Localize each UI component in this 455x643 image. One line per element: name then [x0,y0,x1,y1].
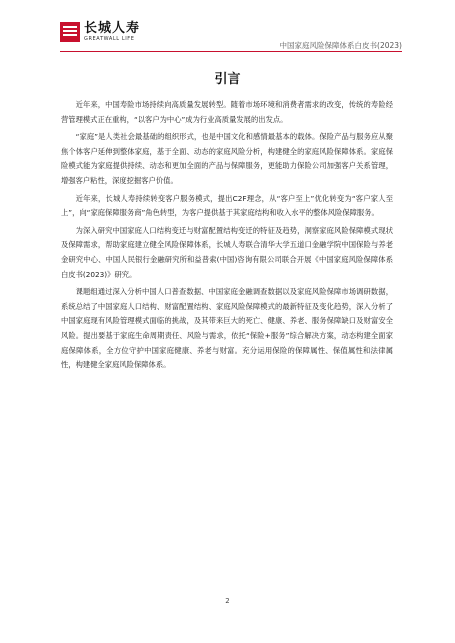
document-title: 中国家庭风险保障体系白皮书(2023) [279,41,402,50]
logo-english-name: GREATWALL LIFE [84,36,135,42]
logo-chinese-name: 长城人寿 [84,21,141,36]
paragraph-3: 近年来，长城人寿持续转变客户服务模式，提出C2F理念，从“客户至上”优化转变为“客户家人至上”，向“家庭保障服务商”角色转型，为客户提供基于其家庭结构和收入水平的整体风险保障服务。 [61,193,393,218]
page-number: 2 [225,597,230,605]
logo-text [84,22,140,42]
company-logo [60,22,140,42]
paragraph-5: 课题组通过深入分析中国人口普查数据、中国家庭金融调查数据以及家庭风险保障市场调研数据，系统总结了中国家庭人口结构、财富配置结构、家庭风险保障模式的最新特征及变化趋势，深入分析了中国家庭现有风险管理模式面临的挑战，及其带来巨大的死亡、健康、养老、服务保障缺口及财富安全风险。提出要基于家庭生命周期责任、风险与需求，依托“保险+服务”综合解决方案，动态构建全面家庭保障体系，全方位守护中国家庭健康、养老与财富。充分运用保险的保障属性、保值属性和法律属性，构建健全家庭风险保障体系。 [61,287,393,370]
page-title: 引言 [214,72,241,87]
page-header [0,0,455,52]
paragraph-1: 近年来，中国寿险市场持续向高质量发展转型。随着市场环境和消费者需求的改变，传统的寿险经营管理模式正在重构，“以客户为中心”成为行业高质量发展的出发点。 [61,100,393,124]
paragraph-2: “家庭”是人类社会最基础的组织形式，也是中国文化和感情最基本的载体。保险产品与服务应从聚焦个体客户延伸到整体家庭，基于全面、动态的家庭风险分析，构建健全的家庭风险保障体系。家庭保险模式能为家庭提供持续、动态和更加全面的产品与保障服务，更能助力保险公司加强客户关系管理，增强客户粘性，深度挖掘客户价值。 [61,132,393,185]
header-divider [60,51,402,52]
paragraph-4: 为深入研究中国家庭人口结构变迁与财富配置结构变迁的特征及趋势，洞察家庭风险保障模式现状及保障需求，帮助家庭建立健全风险保障体系，长城人寿联合清华大学五道口金融学院中国保险与养老金研究中心、中国人民银行金融研究所和益普索(中国)咨询有限公司联合开展《中国家庭风险保障体系白皮书(2023)》研究。 [61,225,393,279]
great-wall-logo-icon [60,22,80,42]
body-text [61,98,393,376]
